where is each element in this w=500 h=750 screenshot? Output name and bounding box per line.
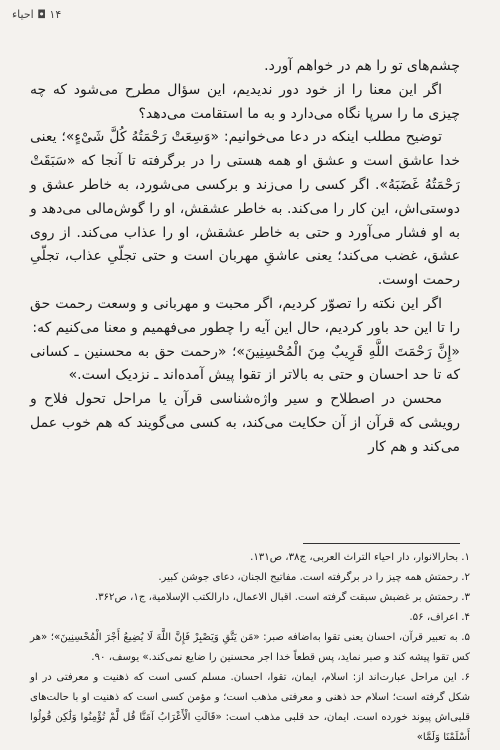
footnote: ۴. اعراف، ۵۶. — [409, 612, 470, 623]
paragraph: توضیح مطلب اینکه در دعا می‌خوانیم: «وَسِعَتْ رَحْمَتُهُ کُلَّ شَیْءٍ»؛ یعنی خدا عاشق است و عشق او همه هستی را در برگرفته تا آنجا که «سَبَقَتْ رَحْمَتُهُ غَضَبَهُ». اگر کسی را می‌زند و برکسی می‌شورد، به خاطر عشق و دوستی‌اش، این کار را می‌کند. به خاطر عشقش، او را گوش‌مالی می‌دهد و به او فشار می‌آورد و حتی به خاطر عشقش، او را عذاب می‌کند. از روی عشق، غضب می‌کند؛ یعنی عاشقِ مهربان است و حتی تجلّیِ عذاب، تجلّیِ رحمت اوست. — [30, 129, 460, 289]
footnote: ١. بحارالانوار، دار احیاء التراث العربی، ج٣٨، ص١٣١. — [250, 552, 470, 563]
footnote: ٣. رحمتش بر غضبش سبقت گرفته است. اقبال الاعمال، دارالکتب الإسلامیة، ج١، ص٣۶٢. — [94, 592, 470, 603]
paragraph: «إِنَّ رَحْمَتَ اللَّهِ قَرِیبٌ مِنَ الْمُحْسِنِینَ»؛ «رحمت حق به محسنین ـ کسانی که تا حد احسان و حتی به بالاتر از تقوا پیش آمده‌اند ـ نزدیک است.» — [30, 343, 460, 384]
paragraph: اگر این معنا را از خود دور ندیدیم، این سؤال مطرح می‌شود که چه چیزی ما را سرپا نگاه می‌دارد و به ما استقامت می‌دهد؟ — [30, 81, 460, 122]
paragraph: محسن در اصطلاح و سیر واژه‌شناسی قرآن یا مراحل تحول فلاح و رویشی که قرآن از آن حکایت می‌کند، به کسی می‌گویند که هم خوب عمل می‌کند و هم کار — [30, 391, 460, 455]
footnote: ۶. این مراحل عبارت‌اند از: اسلام، ایمان، تقوا، احسان. مسلم کسی است که ذهنیت و معرفتی در او شکل گرفته است؛ اسلام حد ذهنی و معرفتی مذهب است؛ و مؤمن کسی است که ذهنیت او با حالت‌های قلبی‌اش پیوند خورده است. ایمان، حد قلبی مذهب است: «قَالَتِ الْأَعْرَابُ آمَنَّا قُل لَّمْ تُؤْمِنُوا وَلَٰکِن قُولُوا أَسْلَمْنَا وَلَمَّا» — [30, 672, 470, 743]
footnotes — [30, 548, 470, 748]
footnote-divider — [303, 543, 460, 544]
main-text — [30, 55, 460, 460]
paragraph: اگر این نکته را تصوّر کردیم، اگر محبت و مهربانی و وسعت رحمت حق را تا این حد باور کردیم، حال این آیه را چطور می‌فهمیم و معنا می‌کنیم که: — [30, 295, 460, 336]
page-header: ١۴ ◘ احياء — [12, 8, 62, 21]
footnote: ۵. به تعبیر قرآن، احسان یعنی تقوا به‌اضافه صبر: «مَن یَتَّقِ وَیَصْبِرْ فَإِنَّ اللَّهَ لَا یُضِیعُ أَجْرَ الْمُحْسِنِینَ»؛ «هر کس تقوا پیشه کند و صبر نماید، پس قطعاً خدا اجر محسنین را ضایع نمی‌کند.» یوسف، ٩٠. — [30, 632, 470, 663]
footnote: ٢. رحمتش همه چیز را در برگرفته است. مفاتیح الجنان، دعای جوشن کبیر. — [158, 572, 470, 583]
paragraph: چشم‌های تو را هم در خواهم آورد. — [264, 58, 460, 74]
